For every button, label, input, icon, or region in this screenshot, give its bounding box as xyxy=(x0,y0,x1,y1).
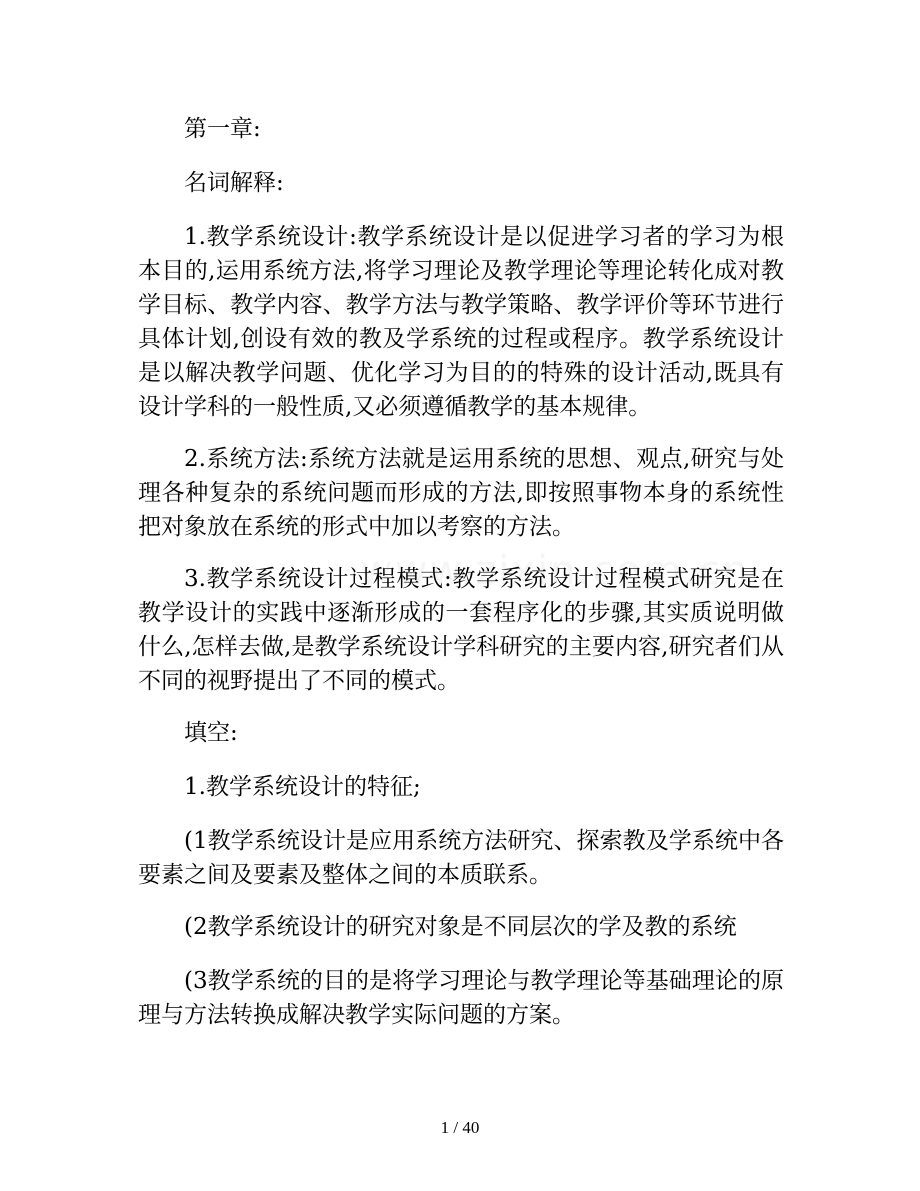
section-heading-fill-in: 填空: xyxy=(184,720,238,746)
chapter-heading: 第一章: xyxy=(184,116,261,142)
definition-paragraph: 3.教学系统设计过程模式:教学系统设计过程模式研究是在教学设计的实践中逐渐形成的一套程序化的步骤,其实质说明做什么,怎样去做,是教学系统设计学科研究的主要内容,研究者们从不同的视野提出了不同的模式。 xyxy=(138,566,784,694)
definition-paragraph: 1.教学系统设计:教学系统设计是以促进学习者的学习为根本目的,运用系统方法,将学习理论及教学理论等理论转化成对教学目标、教学内容、教学方法与教学策略、教学评价等环节进行具体计划,创设有效的教及学系统的过程或程序。教学系统设计是以解决教学问题、优化学习为目的的特殊的设计活动,既具有设计学科的一般性质,又必须遵循教学的基本规律。 xyxy=(138,224,784,420)
list-item: (3教学系统的目的是将学习理论与教学理论等基础理论的原理与方法转换成解决教学实际问题的方案。 xyxy=(138,968,784,1028)
list-item: 1.教学系统设计的特征; xyxy=(184,774,421,800)
document-body xyxy=(138,112,784,1050)
page-number: 1 / 40 xyxy=(440,1118,480,1137)
section-heading-definitions: 名词解释: xyxy=(184,170,284,196)
list-item: (2教学系统设计的研究对象是不同层次的学及教的系统 xyxy=(184,914,737,940)
definition-paragraph: 2.系统方法:系统方法就是运用系统的思想、观点,研究与处理各种复杂的系统问题而形成的方法,即按照事物本身的系统性把对象放在系统的形式中加以考察的方法。 xyxy=(138,446,784,540)
list-item: (1教学系统设计是应用系统方法研究、探索教及学系统中各要素之间及要素及整体之间的本质联系。 xyxy=(138,828,784,888)
